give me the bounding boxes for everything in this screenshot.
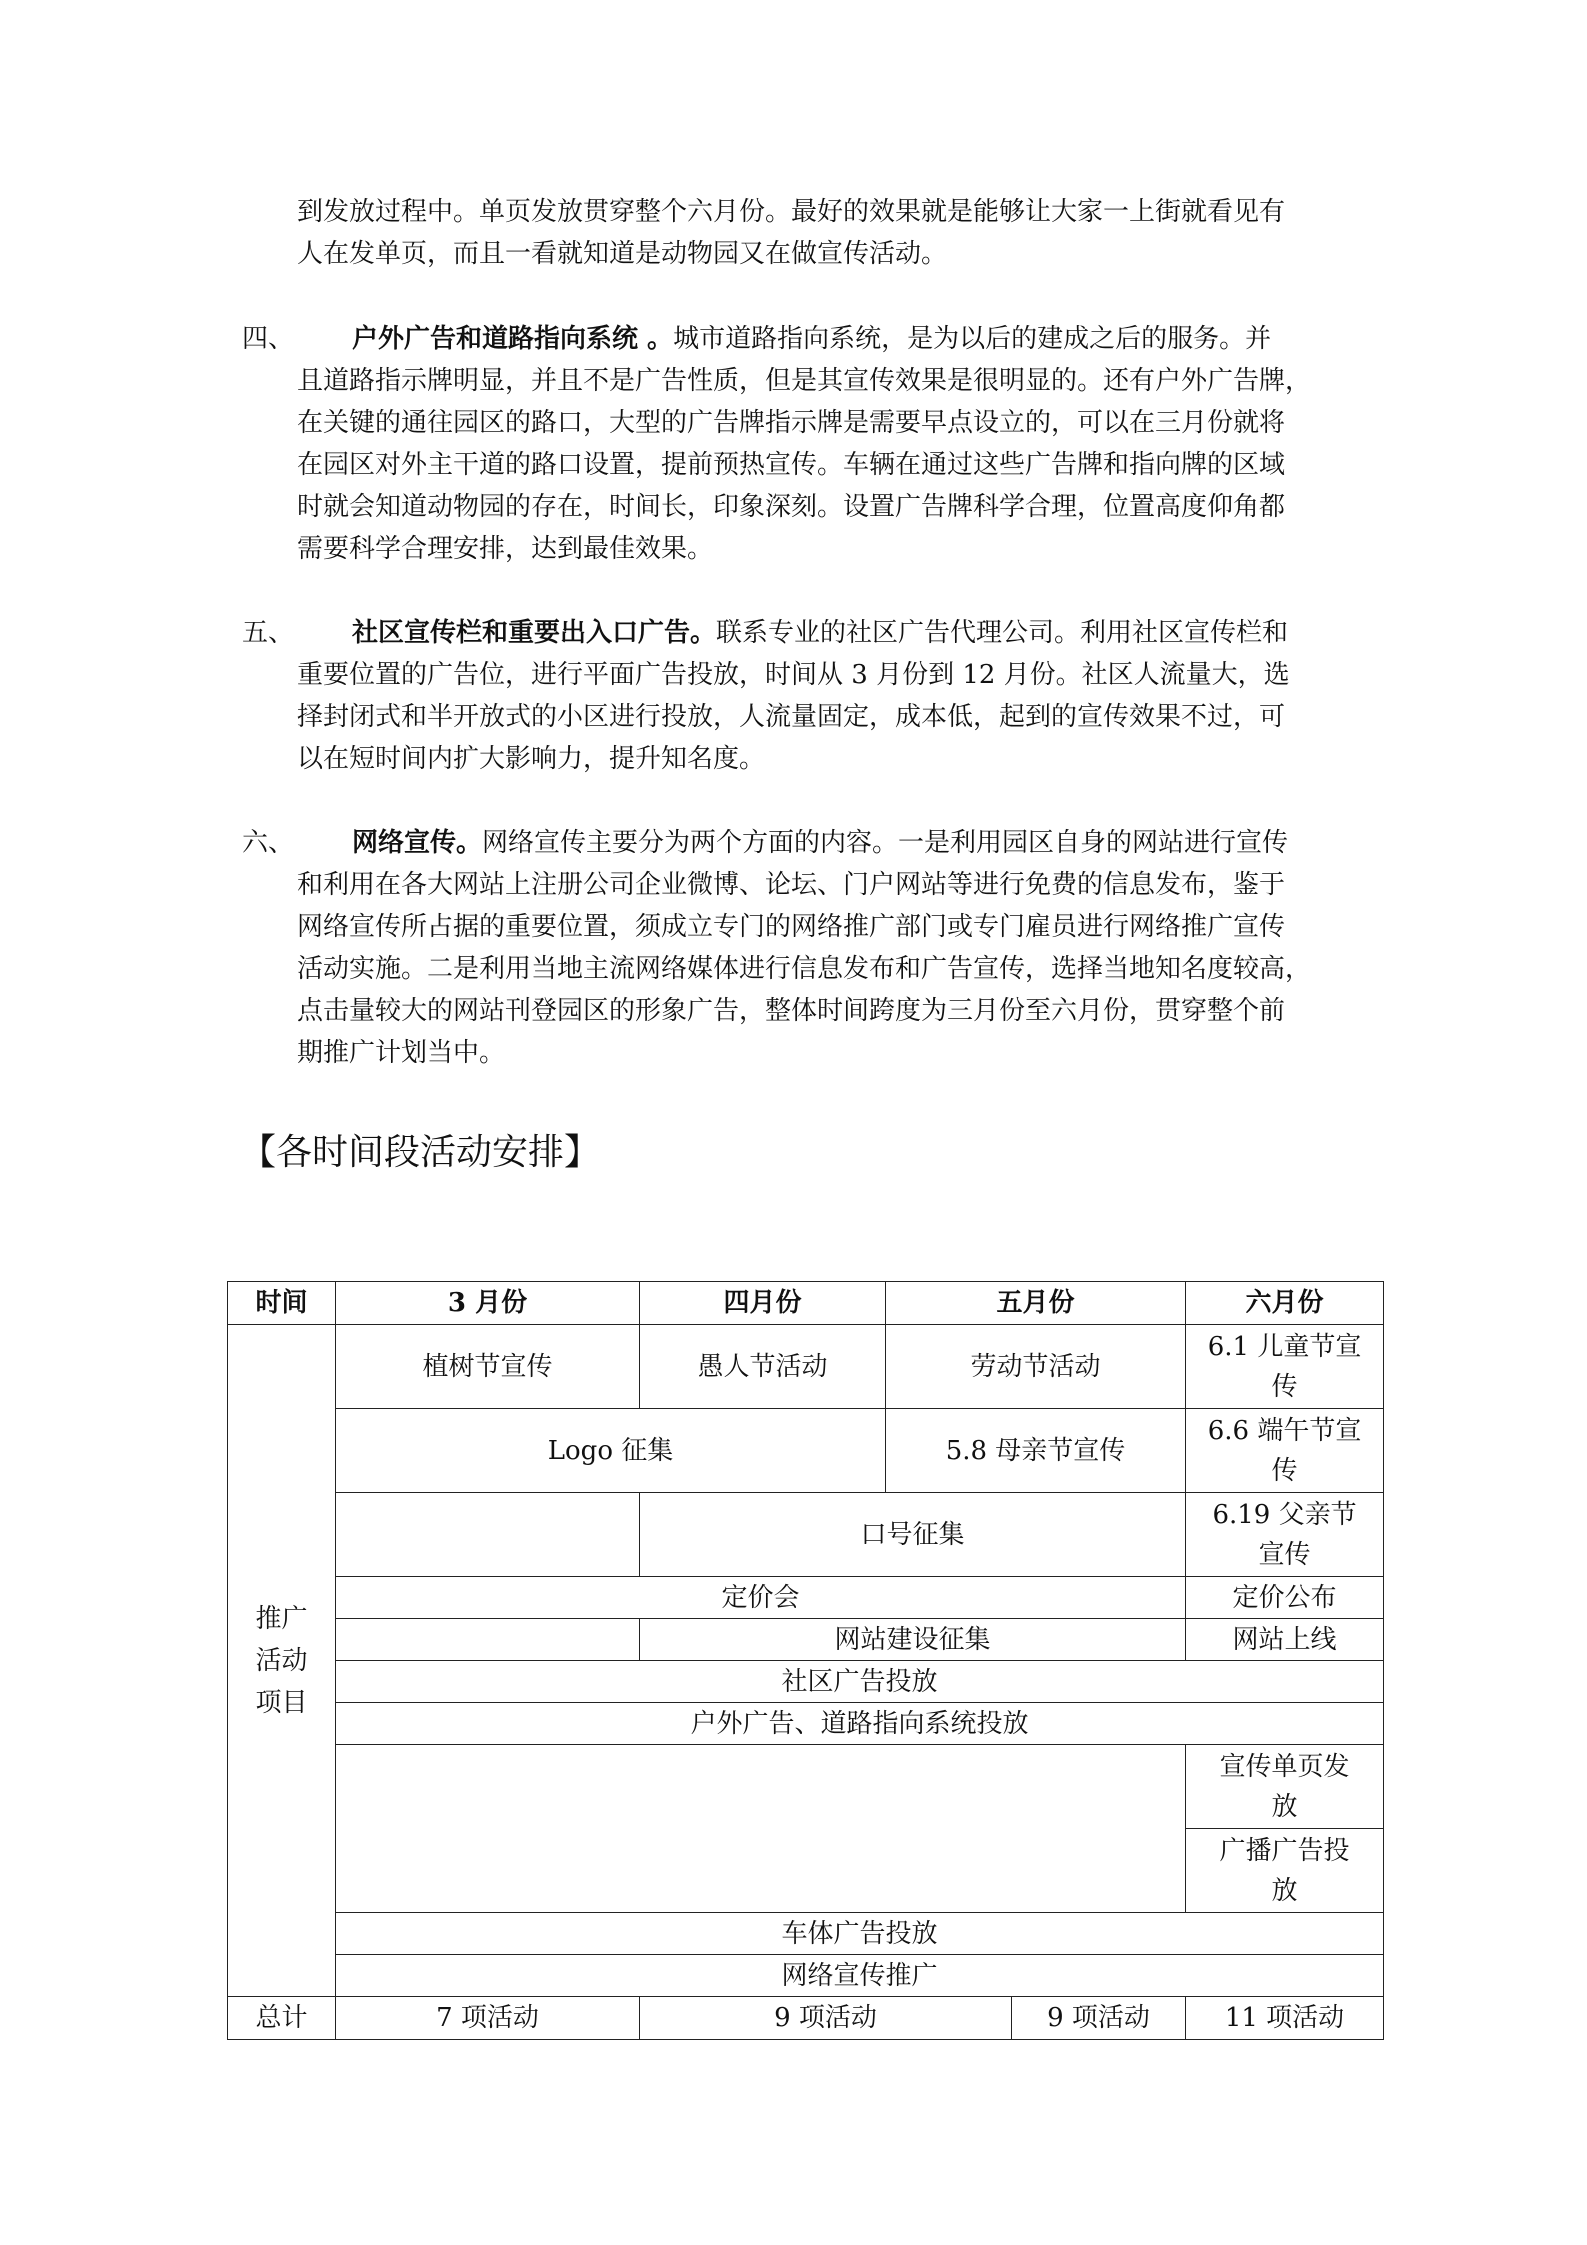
item-body: [352, 318, 1271, 360]
table-cell: [336, 1619, 640, 1661]
table-row: [228, 1409, 1384, 1493]
total-cell: 11 项活动: [1186, 1997, 1384, 2040]
table-cell: 劳动节活动: [886, 1325, 1186, 1409]
table-cell: 愚人节活动: [640, 1325, 886, 1409]
table-row: [228, 1745, 1384, 1829]
table-cell: 车体广告投放: [336, 1913, 1384, 1955]
item-lead: 社区宣传栏和重要出入口广告。: [352, 618, 717, 648]
table-cell: 5.8 母亲节宣传: [886, 1409, 1186, 1493]
table-cell: [336, 1745, 1186, 1913]
table-cell: 定价公布: [1186, 1577, 1384, 1619]
header-cell: 六月份: [1186, 1282, 1384, 1325]
item-body: [352, 822, 1288, 864]
schedule-table: [227, 1281, 1384, 2040]
table-row: [228, 1619, 1384, 1661]
table-cell: 社区广告投放: [336, 1661, 1384, 1703]
item-number: 四、: [242, 324, 295, 354]
total-cell: 9 项活动: [640, 1997, 1012, 2040]
table-cell: 定价会: [336, 1577, 1186, 1619]
row-label: 推广 活动 项目: [228, 1325, 336, 1997]
total-label: 总计: [228, 1997, 336, 2040]
table-row: [228, 1577, 1384, 1619]
item-lead: 网络宣传。: [352, 828, 483, 858]
header-cell: 时间: [228, 1282, 336, 1325]
item-number: 五、: [242, 618, 295, 648]
header-cell: 四月份: [640, 1282, 886, 1325]
item-line: 在园区对外主干道的路口设置，提前预热宣传。车辆在通过这些广告牌和指向牌的区域: [297, 450, 1286, 480]
item-line: 择封闭式和半开放式的小区进行投放，人流量固定，成本低，起到的宣传效果不过，可: [297, 702, 1286, 732]
table-cell: 6.19 父亲节 宣传: [1186, 1493, 1384, 1577]
table-row: [228, 1913, 1384, 1955]
item-line: 和利用在各大网站上注册公司企业微博、论坛、门户网站等进行免费的信息发布，鉴于: [297, 870, 1286, 900]
section-heading: 【各时间段活动安排】: [240, 1132, 601, 1173]
table-cell: 6.6 端午节宣 传: [1186, 1409, 1384, 1493]
table-cell: [336, 1493, 640, 1577]
item-line: 需要科学合理安排，达到最佳效果。: [297, 534, 714, 564]
item-line: 重要位置的广告位，进行平面广告投放，时间从 3 月份到 12 月份。社区人流量大，选: [297, 660, 1290, 690]
table-cell: 户外广告、道路指向系统投放: [336, 1703, 1384, 1745]
item-body: [352, 612, 1288, 654]
item-lead: 户外广告和道路指向系统 。: [352, 324, 674, 354]
item-line: 联系专业的社区广告代理公司。利用社区宣传栏和: [716, 618, 1289, 648]
intro-line: 人在发单页，而且一看就知道是动物园又在做宣传活动。: [297, 239, 948, 269]
item-line: 活动实施。二是利用当地主流网络媒体进行信息发布和广告宣传，选择当地知名度较高，: [297, 954, 1312, 984]
item-line: 时就会知道动物园的存在，时间长，印象深刻。设置广告牌科学合理，位置高度仰角都: [297, 492, 1286, 522]
table-row: [228, 1493, 1384, 1577]
table-cell: 口号征集: [640, 1493, 1186, 1577]
table-cell: Logo 征集: [336, 1409, 886, 1493]
table-row: [228, 1325, 1384, 1409]
item-line: 城市道路指向系统，是为以后的建成之后的服务。并: [673, 324, 1272, 354]
table-cell: 宣传单页发 放: [1186, 1745, 1384, 1829]
item-line: 且道路指示牌明显，并且不是广告性质，但是其宣传效果是很明显的。还有户外广告牌，: [297, 366, 1312, 396]
item-line: 期推广计划当中。: [297, 1038, 506, 1068]
table-row: [228, 1703, 1384, 1745]
table-row: [228, 1955, 1384, 1997]
item-line: 以在短时间内扩大影响力，提升知名度。: [297, 744, 766, 774]
item-line: 网络宣传所占据的重要位置，须成立专门的网络推广部门或专门雇员进行网络推广宣传: [297, 912, 1286, 942]
item-line: 在关键的通往园区的路口，大型的广告牌指示牌是需要早点设立的，可以在三月份就将: [297, 408, 1286, 438]
total-cell: 7 项活动: [336, 1997, 640, 2040]
table-cell: 广播广告投 放: [1186, 1829, 1384, 1913]
intro-line: 到发放过程中。单页发放贯穿整个六月份。最好的效果就是能够让大家一上街就看见有: [297, 197, 1286, 227]
item-number: 六、: [242, 828, 295, 858]
table-cell: 网站上线: [1186, 1619, 1384, 1661]
item-line: 网络宣传主要分为两个方面的内容。一是利用园区自身的网站进行宣传: [482, 828, 1289, 858]
total-cell: 9 项活动: [1012, 1997, 1186, 2040]
table-header-row: [228, 1282, 1384, 1325]
table-cell: 网站建设征集: [640, 1619, 1186, 1661]
table-cell: 网络宣传推广: [336, 1955, 1384, 1997]
table-cell: 6.1 儿童节宣 传: [1186, 1325, 1384, 1409]
table-row: [228, 1661, 1384, 1703]
intro-paragraph: [297, 191, 1285, 275]
item-line: 点击量较大的网站刊登园区的形象广告，整体时间跨度为三月份至六月份，贯穿整个前: [297, 996, 1286, 1026]
table-cell: 植树节宣传: [336, 1325, 640, 1409]
header-cell: 3 月份: [336, 1282, 640, 1325]
table-total-row: [228, 1997, 1384, 2040]
header-cell: 五月份: [886, 1282, 1186, 1325]
